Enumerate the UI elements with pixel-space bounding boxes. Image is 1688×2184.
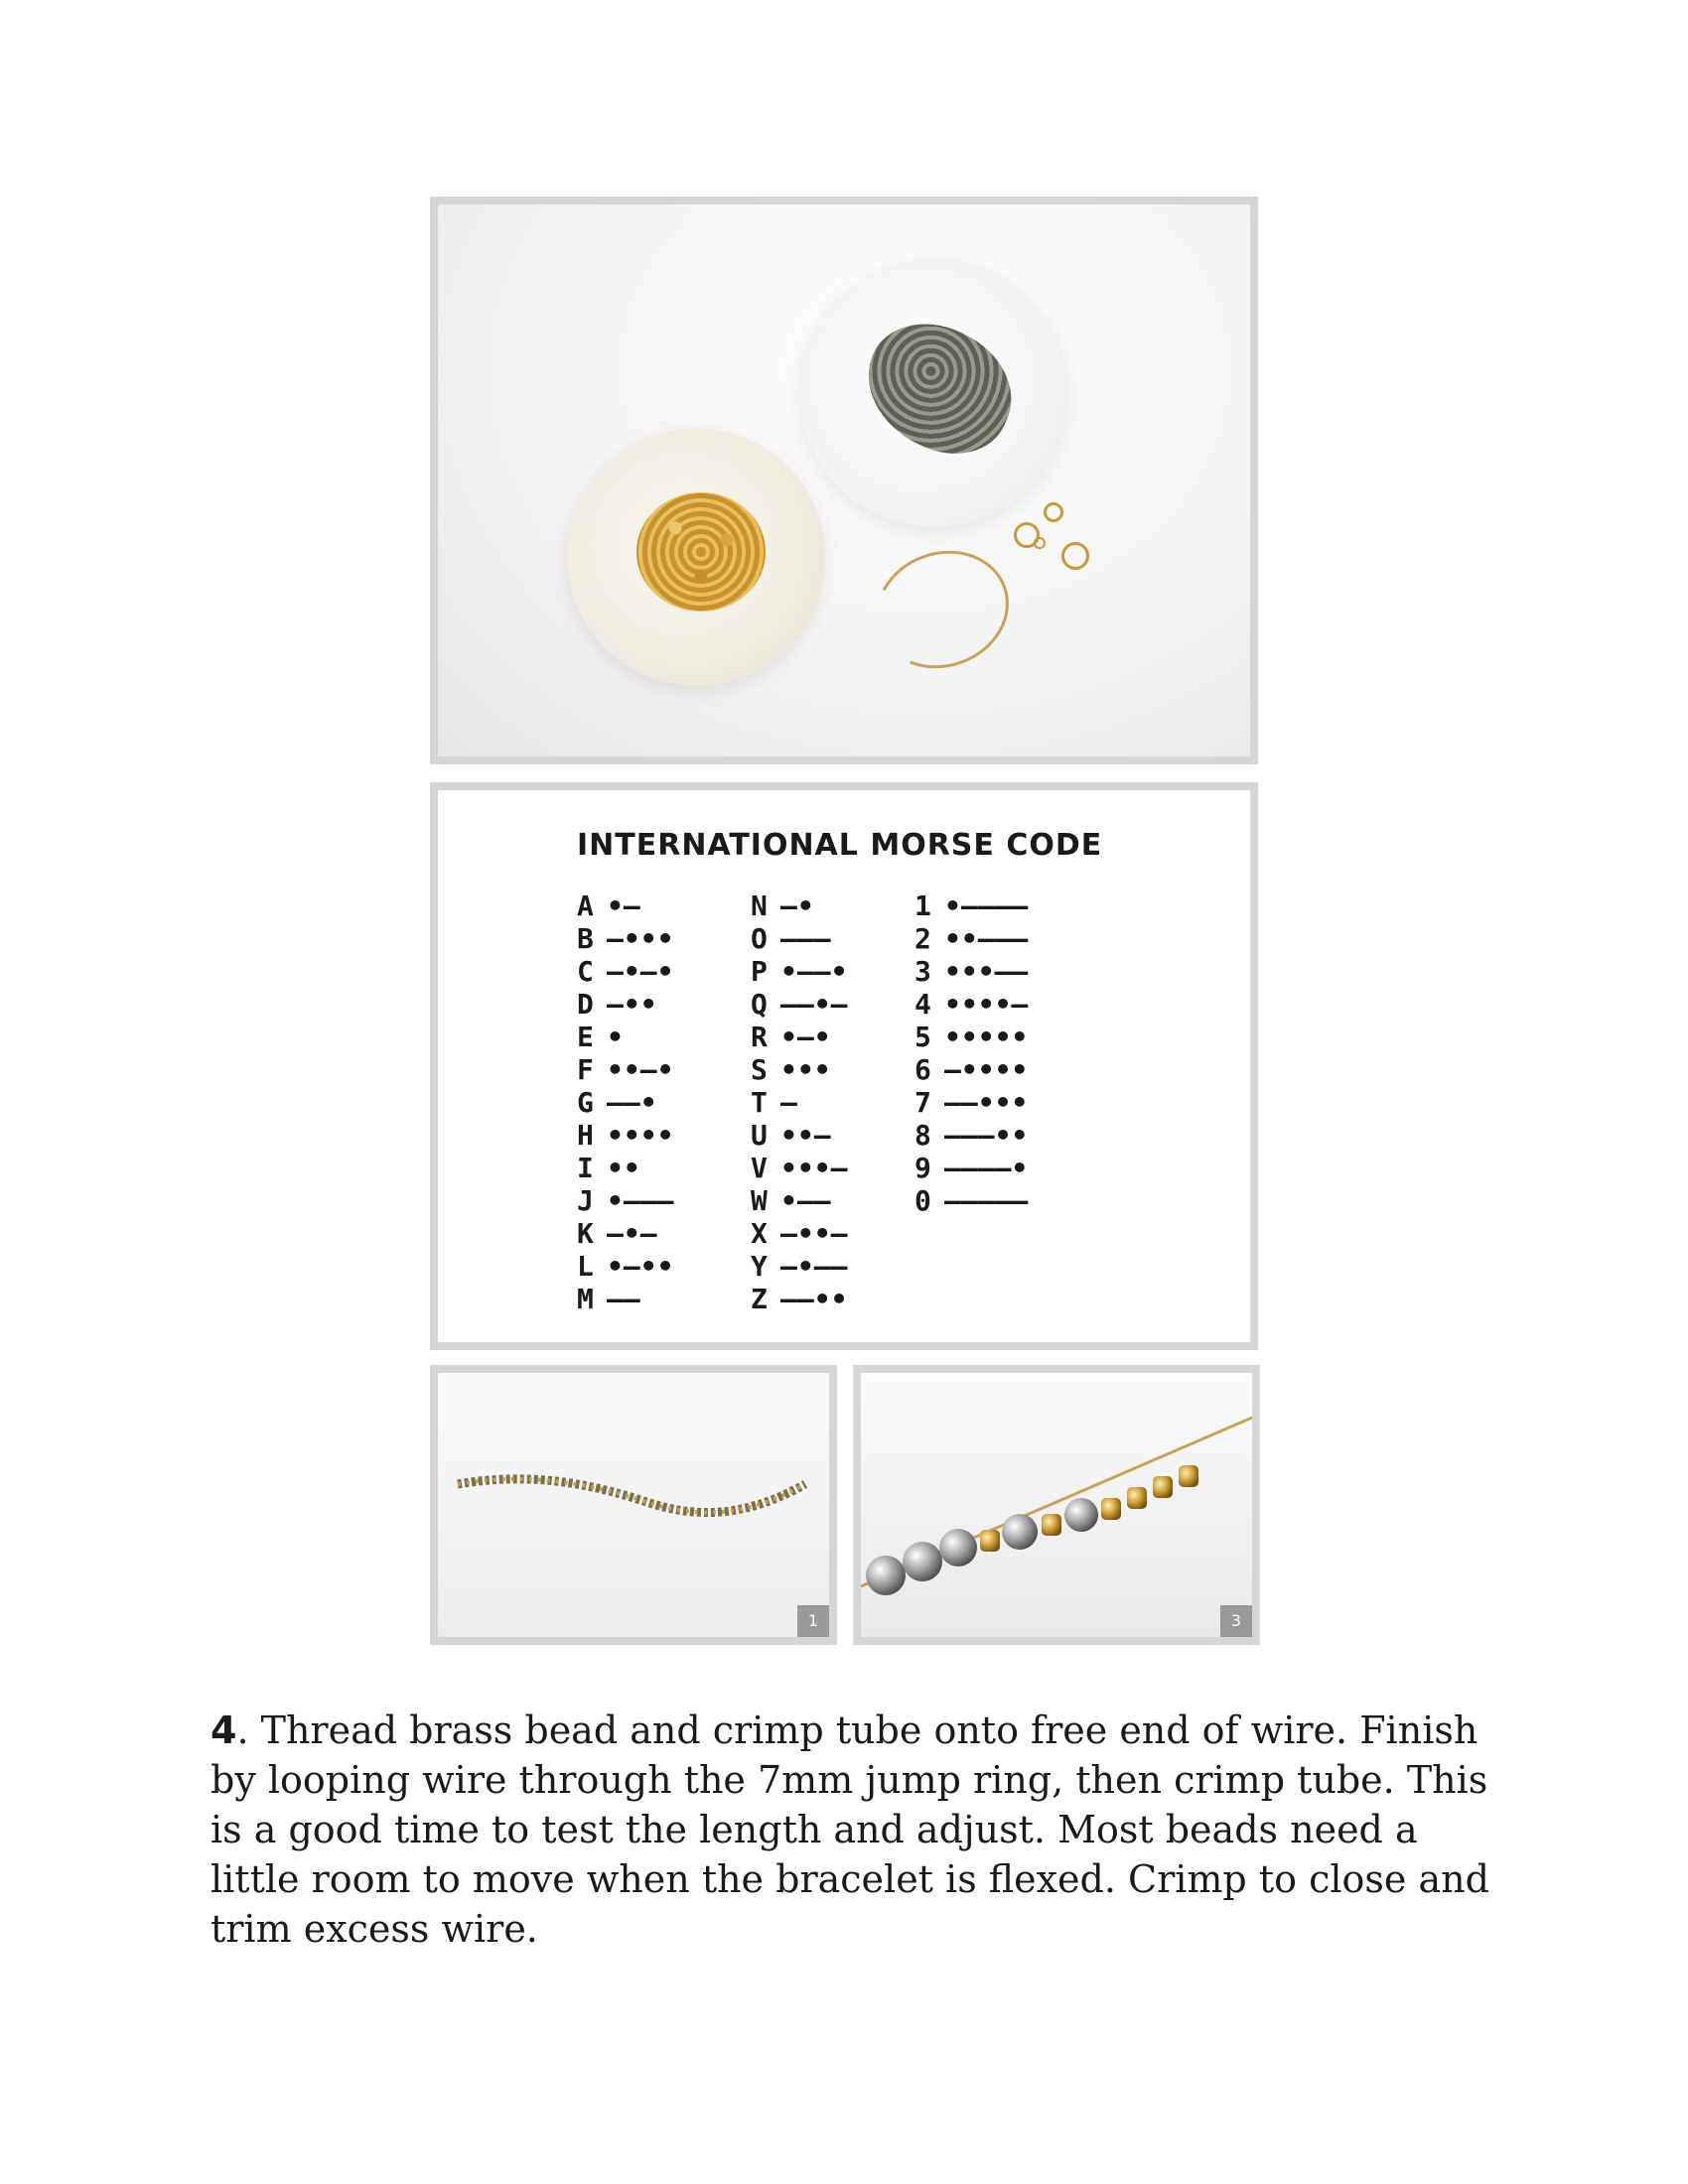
morse-code-sequence: •—•• (607, 1250, 674, 1283)
morse-character: W (751, 1184, 768, 1217)
morse-character: D (577, 988, 594, 1021)
morse-character: T (751, 1086, 768, 1119)
morse-entry (751, 889, 847, 922)
morse-character: H (577, 1119, 594, 1152)
beaded-strand-illustration (438, 1373, 829, 1637)
morse-code-sequence: •——— (607, 1184, 674, 1217)
morse-entry (577, 1086, 673, 1119)
morse-code-sequence: •—• (780, 1021, 831, 1053)
morse-entry (751, 955, 847, 988)
morse-character: Z (751, 1283, 768, 1315)
morse-code-sequence: ——— (780, 922, 831, 955)
morse-code-sequence: ••——— (944, 922, 1029, 955)
morse-character: R (751, 1021, 768, 1053)
morse-code-sequence: ————— (944, 1184, 1029, 1217)
step-instruction (211, 1706, 1491, 1954)
morse-character: B (577, 922, 594, 955)
morse-entry (577, 955, 673, 988)
morse-entry (914, 955, 1028, 988)
morse-code-sequence: • (607, 1021, 624, 1053)
morse-entry (914, 1152, 1028, 1184)
morse-entry (577, 988, 673, 1021)
morse-code-sequence: •— (607, 889, 640, 922)
jump-ring (1061, 542, 1089, 570)
morse-entry (577, 1283, 673, 1315)
morse-code-chart (430, 782, 1258, 1350)
morse-code-sequence: ••••• (944, 1021, 1029, 1053)
morse-character: P (751, 955, 768, 988)
morse-entry (577, 922, 673, 955)
morse-character: M (577, 1283, 594, 1315)
morse-entry (914, 889, 1028, 922)
morse-code-sequence: —••— (780, 1217, 848, 1250)
morse-code-sequence: •———— (944, 889, 1029, 922)
step-badge: 1 (797, 1605, 829, 1637)
morse-character: O (751, 922, 768, 955)
morse-entry (751, 1217, 847, 1250)
morse-entry (914, 1184, 1028, 1217)
morse-code-sequence: •••• (607, 1119, 674, 1152)
morse-entry (577, 1021, 673, 1053)
morse-entry (751, 1250, 847, 1283)
morse-entry (751, 1086, 847, 1119)
morse-entry (914, 922, 1028, 955)
morse-character: A (577, 889, 594, 922)
morse-entry (751, 1119, 847, 1152)
morse-entry (914, 988, 1028, 1021)
morse-entry (577, 1119, 673, 1152)
morse-entry (751, 988, 847, 1021)
morse-entry (577, 889, 673, 922)
bead-closeup-illustration (861, 1373, 1252, 1637)
morse-character: C (577, 955, 594, 988)
morse-entry (577, 1184, 673, 1217)
morse-entry (577, 1152, 673, 1184)
morse-code-sequence: •• (607, 1152, 640, 1184)
morse-code-sequence: —• (780, 889, 814, 922)
morse-entry (751, 922, 847, 955)
morse-code-sequence: ••—• (607, 1053, 674, 1086)
morse-character: 4 (914, 988, 931, 1021)
morse-code-sequence: ••• (780, 1053, 831, 1086)
morse-entry (751, 1053, 847, 1086)
morse-entry (914, 1053, 1028, 1086)
morse-entry (914, 1119, 1028, 1152)
morse-character: 7 (914, 1086, 931, 1119)
morse-code-sequence: ——••• (944, 1086, 1029, 1119)
morse-entry (577, 1053, 673, 1086)
crimp-tube (1034, 537, 1046, 549)
morse-character: 9 (914, 1152, 931, 1184)
morse-entry (577, 1217, 673, 1250)
morse-character: 2 (914, 922, 931, 955)
morse-code-sequence: ——•— (780, 988, 848, 1021)
morse-character: S (751, 1053, 768, 1086)
morse-entry (914, 1021, 1028, 1053)
jump-ring (1044, 502, 1063, 522)
morse-code-sequence: —•— (607, 1217, 657, 1250)
morse-code-sequence: —•—• (607, 955, 674, 988)
morse-character: 6 (914, 1053, 931, 1086)
morse-character: 8 (914, 1119, 931, 1152)
morse-character: X (751, 1217, 768, 1250)
morse-entry (751, 1184, 847, 1217)
step-number: 4 (211, 1708, 237, 1752)
morse-entry (751, 1021, 847, 1053)
morse-code-sequence: —— (607, 1283, 640, 1315)
morse-code-sequence: •—— (780, 1184, 831, 1217)
morse-chart-title: INTERNATIONAL MORSE CODE (577, 828, 1103, 863)
morse-column-letters-a-m (577, 889, 673, 1315)
morse-code-sequence: ———•• (944, 1119, 1029, 1152)
morse-character: 3 (914, 955, 931, 988)
step-text: . Thread brass bead and crimp tube onto free end of wire. Finish by looping wire through the 7mm jump ring, then crimp tube. This is a good time to test the length and adjust. Most beads need a little room to move when the bracelet is flexed. Crimp to close and trim excess wire. (211, 1708, 1489, 1951)
morse-character: L (577, 1250, 594, 1283)
morse-column-letters-n-z (751, 889, 847, 1315)
morse-character: E (577, 1021, 594, 1053)
morse-code-sequence: ——• (607, 1086, 657, 1119)
morse-entry (751, 1283, 847, 1315)
morse-code-sequence: ••— (780, 1119, 831, 1152)
morse-character: 0 (914, 1184, 931, 1217)
bead-closeup-photo (853, 1365, 1260, 1645)
morse-character: U (751, 1119, 768, 1152)
morse-character: V (751, 1152, 768, 1184)
morse-column-digits (914, 889, 1028, 1217)
morse-character: J (577, 1184, 594, 1217)
morse-character: Y (751, 1250, 768, 1283)
morse-code-sequence: ••••— (944, 988, 1029, 1021)
morse-entry (914, 1086, 1028, 1119)
morse-entry (751, 1152, 847, 1184)
morse-code-sequence: —•• (607, 988, 657, 1021)
morse-entry (577, 1250, 673, 1283)
beading-wire-coil (859, 532, 1025, 687)
morse-code-sequence: ————• (944, 1152, 1029, 1184)
morse-character: Q (751, 988, 768, 1021)
morse-character: F (577, 1053, 594, 1086)
morse-character: K (577, 1217, 594, 1250)
morse-character: 5 (914, 1021, 931, 1053)
morse-code-sequence: •••— (780, 1152, 848, 1184)
step-badge: 3 (1220, 1605, 1252, 1637)
supplies-photo (430, 197, 1258, 764)
morse-code-sequence: — (780, 1086, 797, 1119)
morse-character: N (751, 889, 768, 922)
morse-code-sequence: •——• (780, 955, 848, 988)
morse-code-sequence: —•••• (944, 1053, 1029, 1086)
morse-character: I (577, 1152, 594, 1184)
morse-character: 1 (914, 889, 931, 922)
beaded-strand-photo (430, 1365, 837, 1645)
morse-code-sequence: —••• (607, 922, 674, 955)
morse-character: G (577, 1086, 594, 1119)
morse-code-sequence: •••—— (944, 955, 1029, 988)
gold-bead-pile (636, 492, 766, 612)
morse-code-sequence: —•—— (780, 1250, 848, 1283)
morse-code-sequence: ——•• (780, 1283, 848, 1315)
